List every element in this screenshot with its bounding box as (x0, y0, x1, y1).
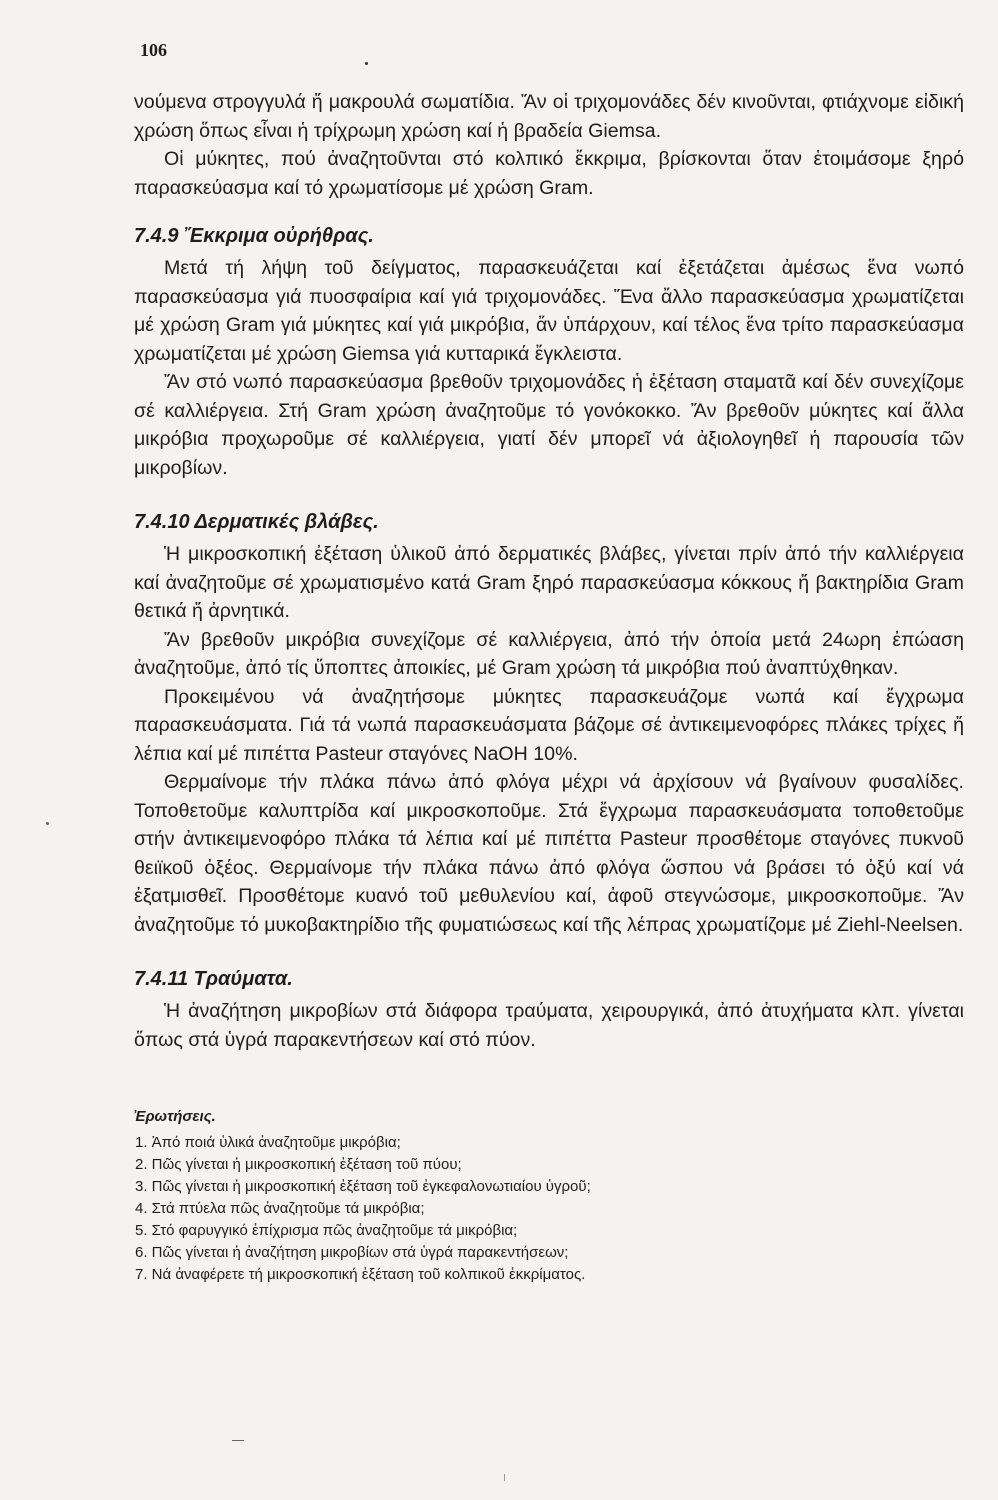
questions-title: Ἐρωτήσεις. (134, 1108, 216, 1125)
question-item: 5. Στό φαρυγγικό ἐπίχρισμα πῶς ἀναζητοῦμε τά μικρόβια; (135, 1222, 518, 1239)
intro-paragraph-2: Οἱ μύκητες, πού ἀναζητοῦνται στό κολπικό ἔκκριμα, βρίσκονται ὅταν ἑτοιμάσομε ξηρό παρασκεύασμα καί τό χρωματίσομε μέ χρώση Gram. (134, 148, 964, 199)
scan-mark-bottom (232, 1440, 244, 1441)
section-7-4-9-paragraph-2: Ἄν στό νωπό παρασκεύασμα βρεθοῦν τριχομονάδες ἡ ἐξέταση σταματᾶ καί δέν συνεχίζομε σέ καλλιέργεια. Στή Gram χρώση ἀναζητοῦμε τό γονόκοκκο. Ἄν βρεθοῦν μύκητες καί ἄλλα μικρόβια προχωροῦμε σέ καλλιέργεια, γιατί δέν μπορεῖ νά ἀξιολογηθεῖ ἡ παρουσία τῶν μικροβίων. (134, 371, 964, 479)
question-item: 3. Πῶς γίνεται ἡ μικροσκοπική ἐξέταση τοῦ ἐγκεφαλονωτιαίου ὑγροῦ; (135, 1178, 591, 1195)
section-heading-7-4-10: 7.4.10 Δερματικές βλάβες. (134, 511, 379, 533)
question-item: 1. Ἀπό ποιά ὑλικά ἀναζητοῦμε μικρόβια; (135, 1134, 401, 1151)
scan-mark-bottom-right (504, 1474, 505, 1481)
section-7-4-10-paragraph-3: Προκειμένου νά ἀναζητήσομε μύκητες παρασκευάζομε νωπά καί ἔγχρωμα παρασκευάσματα. Γιά τά νωπά παρασκευάσματα βάζομε σέ ἀντικειμενοφόρες πλάκες τρίχες ἤ λέπια καί μέ πιπέττα Pasteur σταγόνες NaOH 10%. (134, 685, 964, 765)
section-heading-7-4-9: 7.4.9 Ἔκκριμα οὐρήθρας. (134, 225, 374, 247)
section-7-4-10-paragraph-2: Ἄν βρεθοῦν μικρόβια συνεχίζομε σέ καλλιέργεια, ἀπό τήν ὁποία μετά 24ωρη ἐπώαση ἀναζητοῦμε, ἀπό τίς ὕποπτες ἀποικίες, μέ Gram χρώση τά μικρόβια πού ἀναπτύχθηκαν. (134, 628, 964, 679)
question-item: 6. Πῶς γίνεται ἡ ἀναζήτηση μικροβίων στά ὑγρά παρακεντήσεων; (135, 1244, 569, 1261)
questions-block (134, 1106, 964, 1286)
scan-speck (365, 62, 368, 65)
section-7-4-9-paragraph-1: Μετά τή λήψη τοῦ δείγματος, παρασκευάζεται καί ἐξετάζεται ἀμέσως ἕνα νωπό παρασκεύασμα γιά πυοσφαίρια καί γιά τριχομονάδες. Ἕνα ἄλλο παρασκεύασμα χρωματίζεται μέ χρώση Gram γιά μύκητες καί γιά μικρόβια, ἄν ὑπάρχουν, καί τέλος ἕνα τρίτο παρασκεύασμα χρωματίζεται μέ χρώση Giemsa γιά κυτταρικά ἔγκλειστα. (134, 257, 964, 365)
section-7-4-10-paragraph-4: Θερμαίνομε τήν πλάκα πάνω ἀπό φλόγα μέχρι νά ἀρχίσουν νά βγαίνουν φυσαλίδες. Τοποθετοῦμε καλυπτρίδα καί μικροσκοποῦμε. Στά ἔγχρωμα παρασκευάσματα τοποθετοῦμε στήν ἀντικειμενοφόρο πλάκα τά λέπια καί μέ πιπέττα Pasteur προσθέτομε σταγόνες πυκνοῦ θειϊκοῦ ὀξέος. Θερμαίνομε τήν πλάκα πάνω ἀπό φλόγα ὥσπου νά βράσει τό ὀξύ καί νά ἐξατμισθεῖ. Προσθέτομε κυανό τοῦ μεθυλενίου καί, ἀφοῦ στεγνώσομε, μικροσκοποῦμε. Ἄν ἀναζητοῦμε τό μυκοβακτηρίδιο τῆς φυματιώσεως καί τῆς λέπρας χρωματίζομε μέ Ziehl-Neelsen. (134, 771, 964, 936)
intro-paragraph-1: νούμενα στρογγυλά ἤ μακρουλά σωματίδια. Ἄν οἱ τριχομονάδες δέν κινοῦνται, φτιάχνομε εἰδική χρώση ὅπως εἶναι ἡ τρίχρωμη χρώση καί ἡ βραδεία Giemsa. (134, 91, 964, 142)
question-item: 2. Πῶς γίνεται ἡ μικροσκοπική ἐξέταση τοῦ πύου; (135, 1156, 462, 1173)
section-7-4-11-paragraph-1: Ἡ ἀναζήτηση μικροβίων στά διάφορα τραύματα, χειρουργικά, ἀπό ἀτυχήματα κλπ. γίνεται ὅπως στά ὑγρά παρακεντήσεων καί στό πύον. (134, 1000, 964, 1051)
scan-speck-left (46, 822, 49, 825)
question-item: 7. Νά ἀναφέρετε τή μικροσκοπική ἐξέταση τοῦ κολπικοῦ ἐκκρίματος. (135, 1266, 586, 1283)
question-item: 4. Στά πτύελα πῶς ἀναζητοῦμε τά μικρόβια; (135, 1200, 425, 1217)
section-heading-7-4-11: 7.4.11 Τραύματα. (134, 968, 293, 990)
section-7-4-10-paragraph-1: Ἡ μικροσκοπική ἐξέταση ὑλικοῦ ἀπό δερματικές βλάβες, γίνεται πρίν ἀπό τήν καλλιέργεια καί ἀναζητοῦμε σέ χρωματισμένο κατά Gram ξηρό παρασκεύασμα κόκκους ἤ βακτηρίδια Gram θετικά ἤ ἀρνητικά. (134, 543, 964, 622)
page-content (134, 88, 964, 1286)
page-number: 106 (140, 40, 167, 60)
